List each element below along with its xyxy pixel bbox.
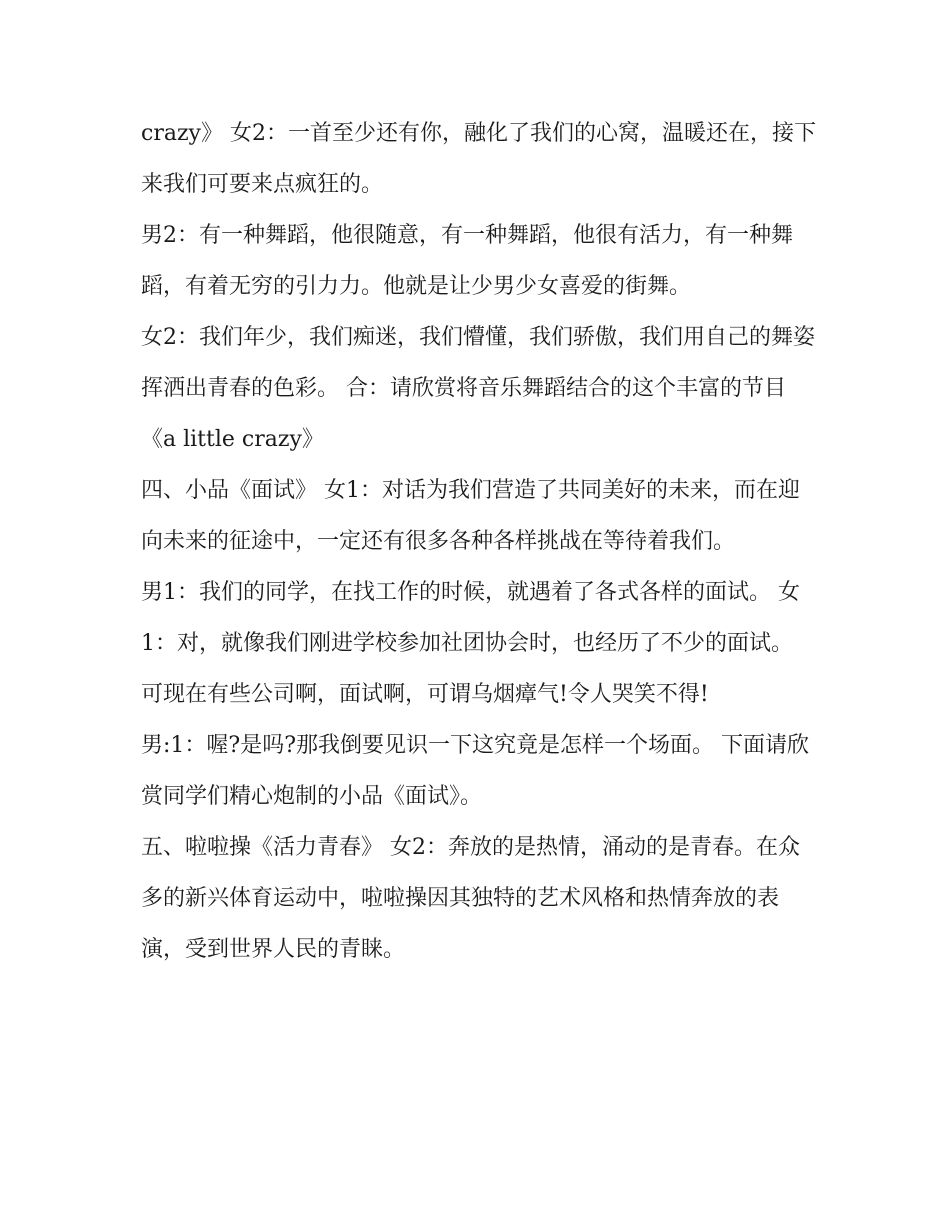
paragraph: 男1：我们的同学，在找工作的时候，就遇着了各式各样的面试。 女1：对，就像我们刚进学校参加社团协会时，也经历了不少的面试。 bbox=[141, 580, 800, 656]
paragraph: 可现在有些公司啊，面试啊，可谓乌烟瘴气!令人哭笑不得! bbox=[141, 682, 709, 707]
paragraph: 五、啦啦操《活力青春》 女2：奔放的是热情，涌动的是青春。在众多的新兴体育运动中，啦啦操因其独特的艺术风格和热情奔放的表演，受到世界人民的青睐。 bbox=[141, 835, 800, 962]
paragraph: 男2：有一种舞蹈，他很随意，有一种舞蹈，他很有活力，有一种舞蹈，有着无穷的引力力。他就是让少男少女喜爱的街舞。 bbox=[141, 223, 793, 299]
document-body bbox=[141, 108, 821, 975]
paragraph: crazy》 女2：一首至少还有你，融化了我们的心窝，温暖还在，接下来我们可要来点疯狂的。 bbox=[141, 121, 816, 197]
paragraph: 女2：我们年少，我们痴迷，我们懵懂，我们骄傲，我们用自己的舞姿挥洒出青春的色彩。 合：请欣赏将音乐舞蹈结合的这个丰富的节目《a little crazy》 bbox=[141, 325, 815, 452]
paragraph: 男:1：喔?是吗?那我倒要见识一下这究竟是怎样一个场面。 下面请欣赏同学们精心炮制的小品《面试》。 bbox=[141, 733, 809, 809]
paragraph: 四、小品《面试》 女1：对话为我们营造了共同美好的未来，而在迎向未来的征途中，一定还有很多各种各样挑战在等待着我们。 bbox=[141, 478, 800, 554]
